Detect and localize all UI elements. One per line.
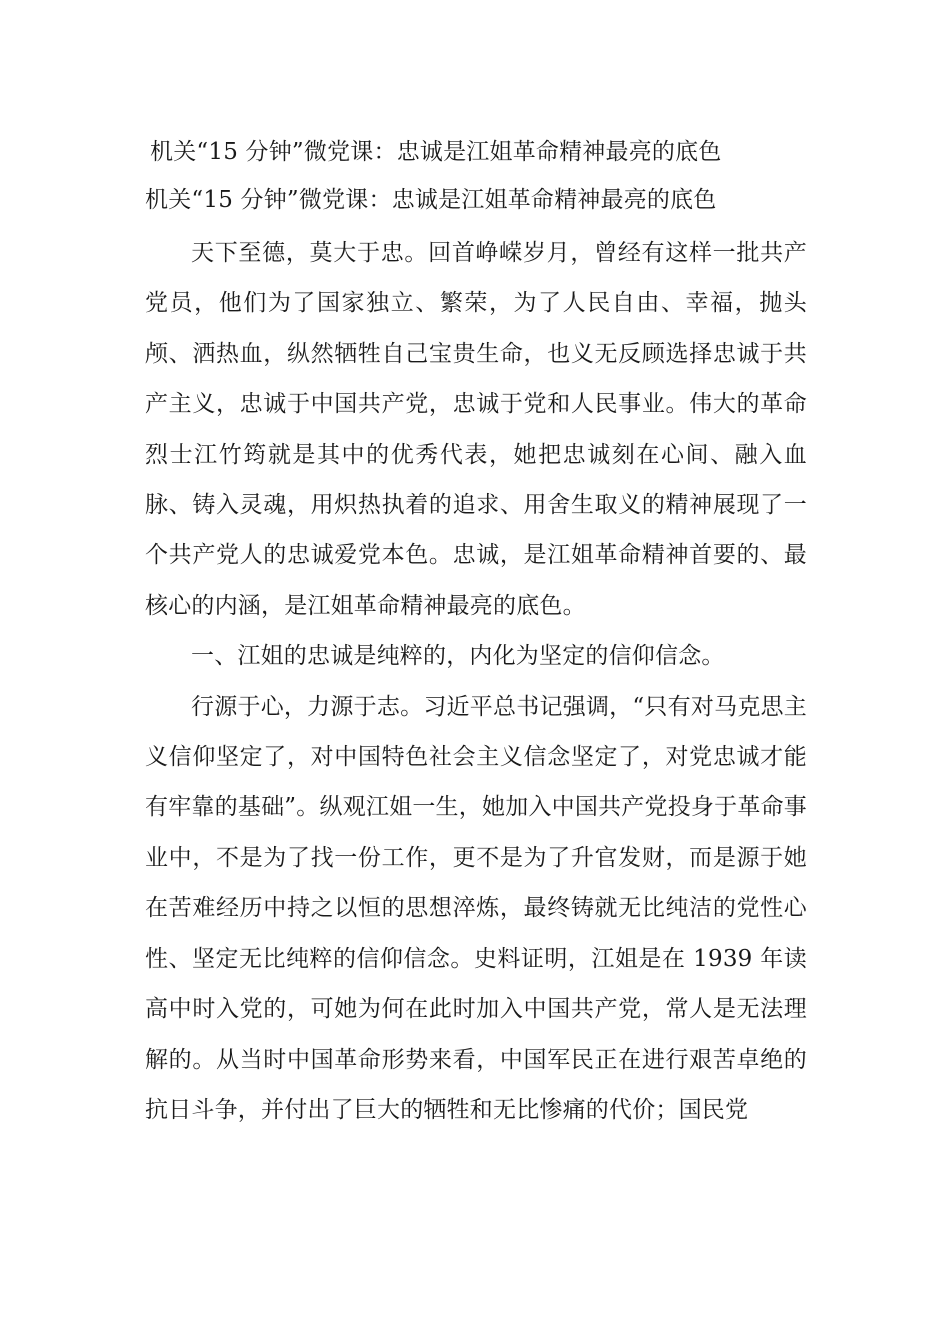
document-title-repeat: 机关“15 分钟”微党课：忠诚是江姐革命精神最亮的底色: [145, 187, 717, 213]
section-paragraph: 行源于心，力源于志。习近平总书记强调，“只有对马克思主义信仰坚定了，对中国特色社会主义信念坚定了，对党忠诚才能有牢靠的基础”。纵观江姐一生，她加入中国共产党投身于革命事业中，不是为了找一份工作，更不是为了升官发财，而是源于她在苦难经历中持之以恒的思想淬炼，最终铸就无比纯洁的党性心性、坚定无比纯粹的信仰信念。史料证明，江姐是在 1939 年读高中时入党的，可她为何在此时加入中国共产党，常人是无法理解的。从当时中国革命形势来看，中国军民正在进行艰苦卓绝的抗日斗争，并付出了巨大的牺牲和无比惨痛的代价；国民党: [145, 693, 807, 1123]
intro-paragraph: 天下至德，莫大于忠。回首峥嵘岁月，曾经有这样一批共产党员，他们为了国家独立、繁荣，为了人民自由、幸福，抛头颅、洒热血，纵然牺牲自己宝贵生命，也义无反顾选择忠诚于共产主义，忠诚于中国共产党，忠诚于党和人民事业。伟大的革命烈士江竹筠就是其中的优秀代表，她把忠诚刻在心间、融入血脉、铸入灵魂，用炽热执着的追求、用舍生取义的精神展现了一个共产党人的忠诚爱党本色。忠诚，是江姐革命精神首要的、最核心的内涵，是江姐革命精神最亮的底色。: [145, 240, 807, 619]
document-title: 机关“15 分钟”微党课：忠诚是江姐革命精神最亮的底色: [150, 139, 722, 165]
section-heading: 一、江姐的忠诚是纯粹的，内化为坚定的信仰信念。: [191, 643, 725, 670]
document-body: [145, 128, 807, 1135]
